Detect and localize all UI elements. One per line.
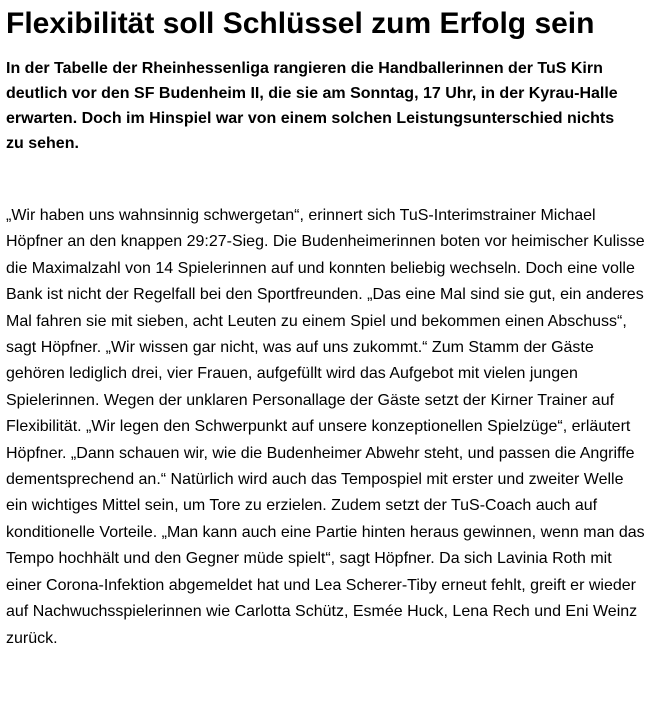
article-lead: In der Tabelle der Rheinhessenliga rangieren die Handballerinnen der TuS Kirn deutlich vor den SF Budenheim II, die sie am Sonntag, 17 Uhr, in der Kyrau-Halle erwarten. Doch im Hinspiel war von einem solchen Leistungsunterschied nichts zu sehen. [6,60,618,152]
article-body: „Wir haben uns wahnsinnig schwergetan“, erinnert sich TuS-Interimstrainer Michael Höpfner an den knappen 29:27-Sieg. Die Budenheimerinnen boten vor heimischer Kulisse die Maximalzahl von 14 Spielerinnen auf und konnten beliebig wechseln. Doch eine volle Bank ist nicht der Regelfall bei den Sportfreunden. „Das eine Mal sind sie gut, ein anderes Mal fahren sie mit sieben, acht Leuten zu einem Spiel und bekommen einen Abschuss“, sagt Höpfner. „Wir wissen gar nicht, was auf uns zukommt.“ Zum Stamm der Gäste gehören lediglich drei, vier Frauen, aufgefüllt wird das Aufgebot mit vielen jungen Spielerinnen. Wegen der unklaren Personallage der Gäste setzt der Kirner Trainer auf Flexibilität. „Wir legen den Schwerpunkt auf unsere konzeptionellen Spielzüge“, erläutert Höpfner. „Dann schauen wir, wie die Budenheimer Abwehr steht, und passen die Angriffe dementsprechend an.“ Natürlich wird auch das Tempospiel mit erster und zweiter Welle ein wichtiges Mittel sein, um Tore zu erzielen. Zudem setzt der TuS-Coach auch auf konditionelle Vorteile. „Man kann auch eine Partie hinten heraus gewinnen, wenn man das Tempo hochhält und den Gegner müde spielt“, sagt Höpfner. Da sich Lavinia Roth mit einer Corona-Infektion abgemeldet hat und Lea Scherer-Tiby erneut fehlt, greift er wieder auf Nachwuchsspielerinnen wie Carlotta Schütz, Esmée Huck, Lena Rech und Eni Weinz zurück. [6,207,645,647]
article [6,0,654,652]
article-headline: Flexibilität soll Schlüssel zum Erfolg sein [6,7,595,40]
